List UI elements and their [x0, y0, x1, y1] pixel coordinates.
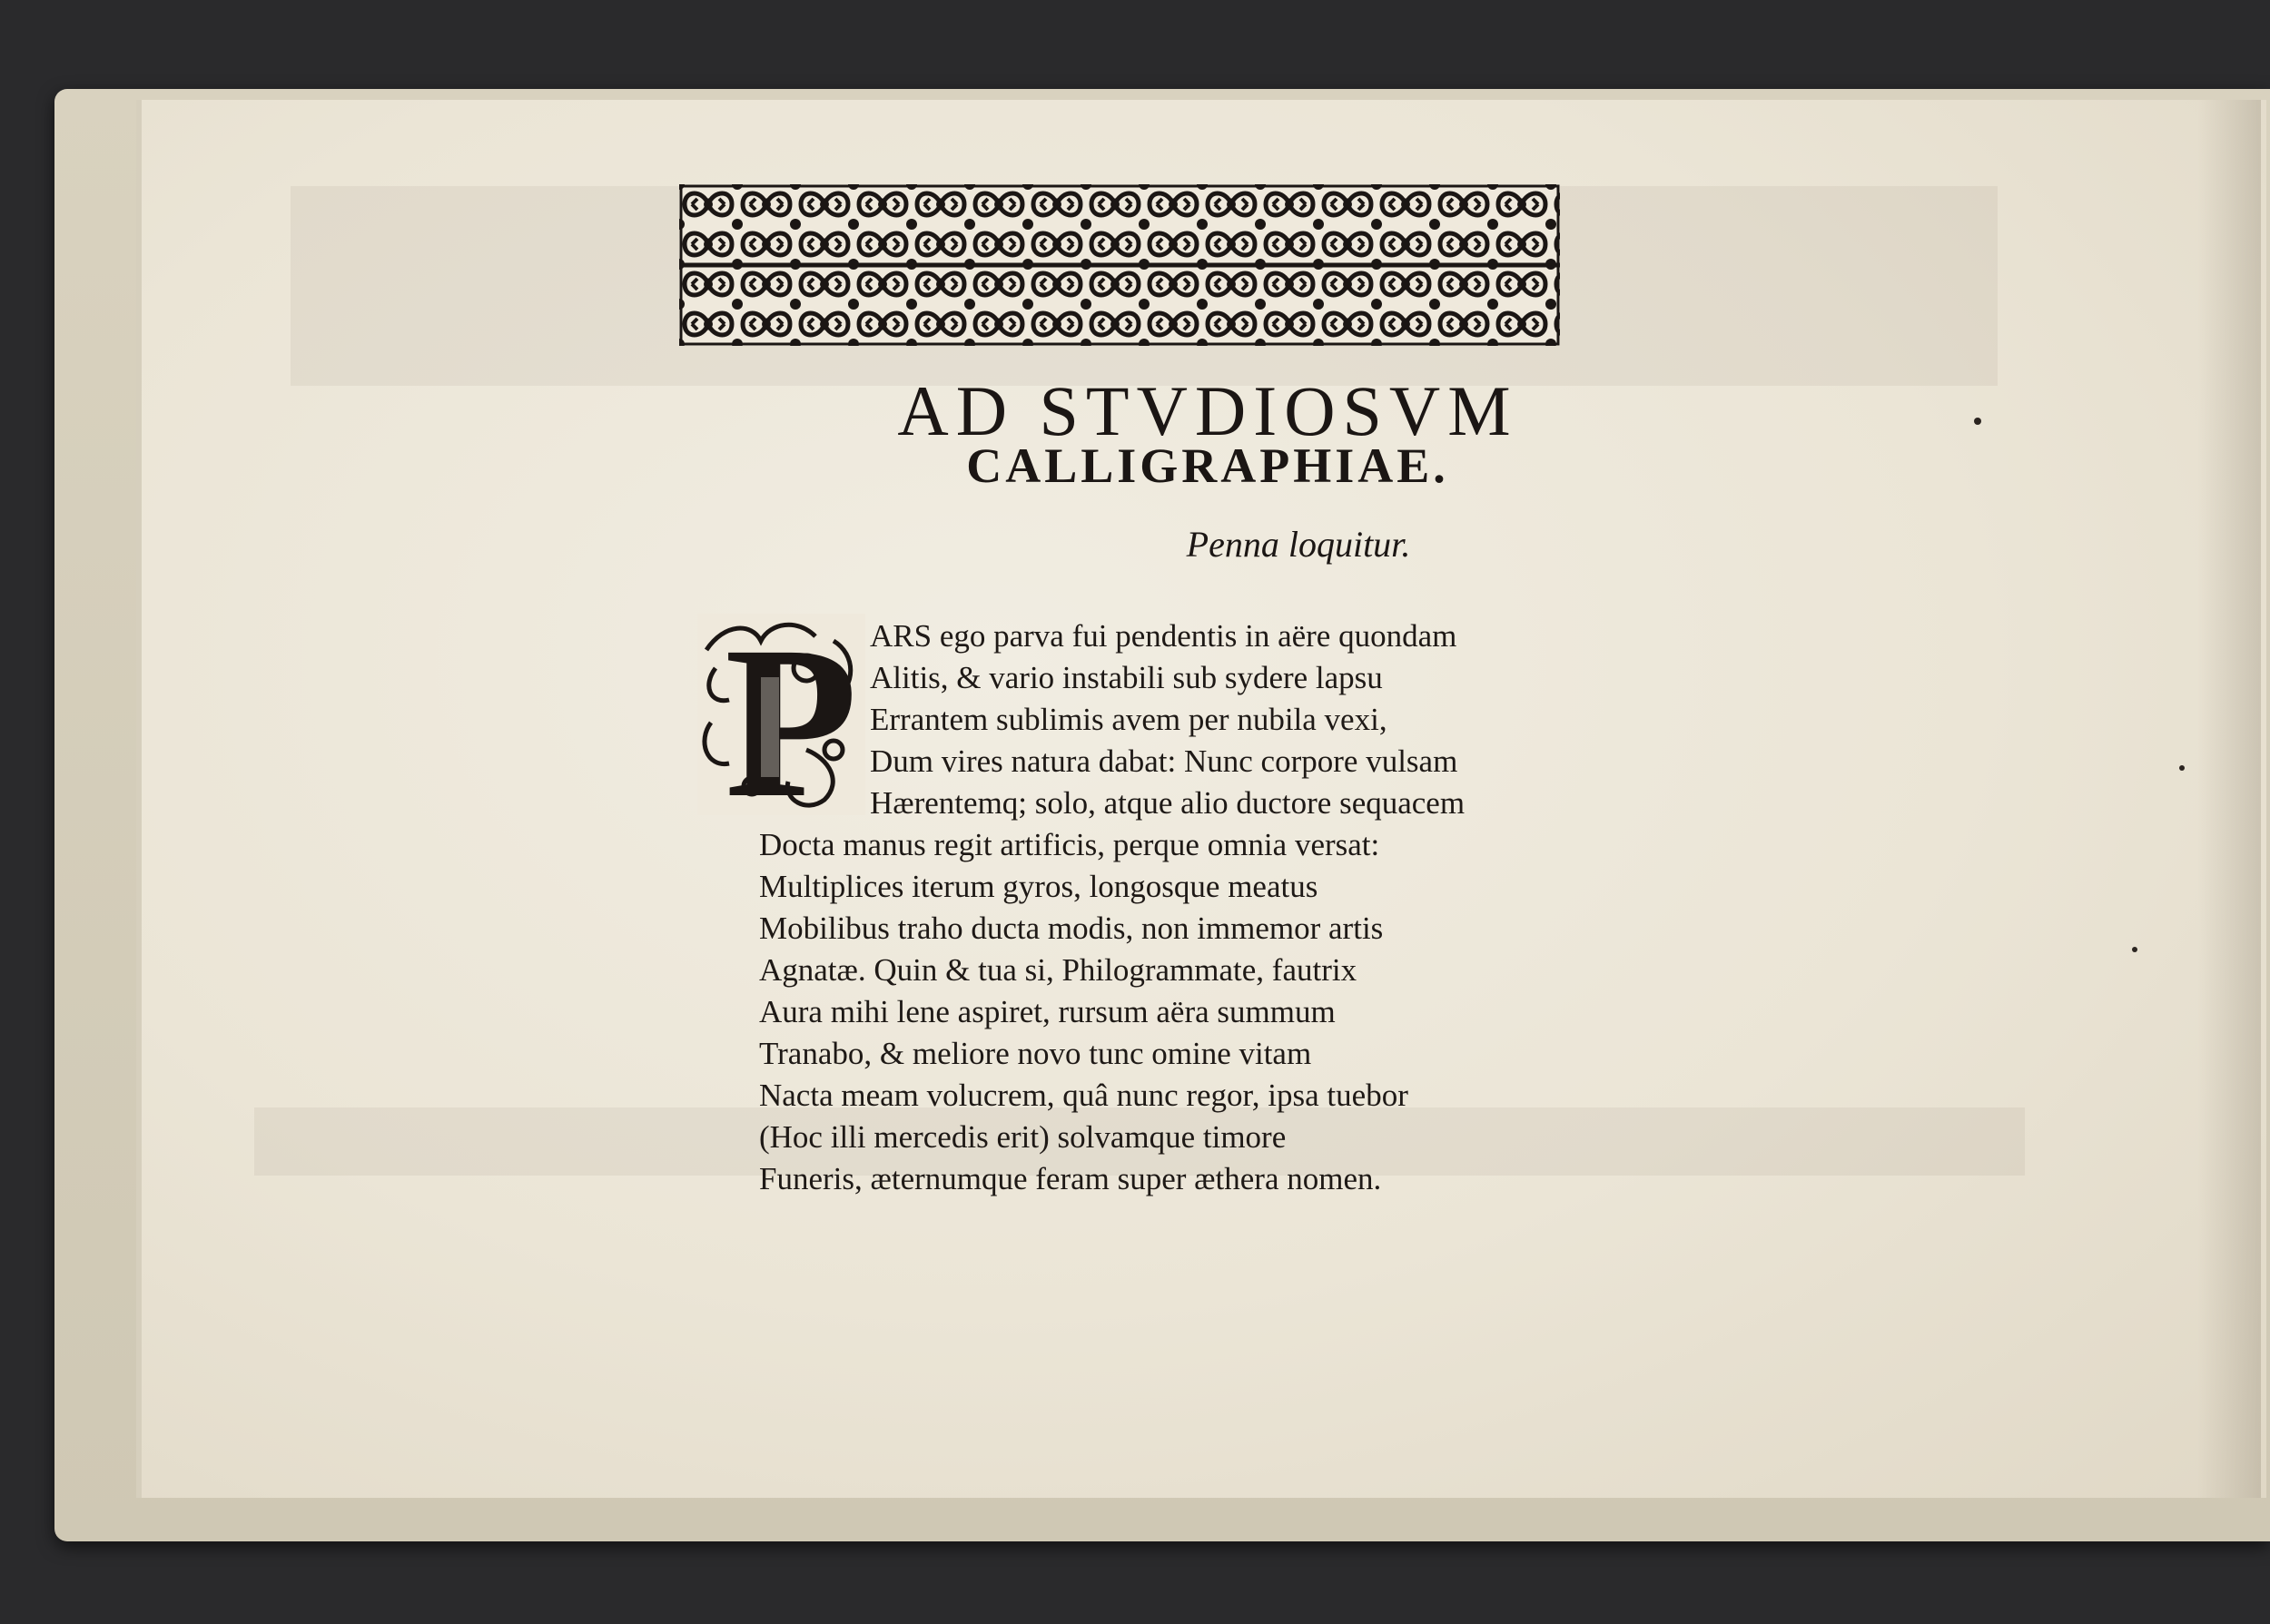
- poem-line-4: Dum vires natura dabat: Nunc corpore vulsam: [870, 743, 1458, 779]
- paper-speck: [2179, 765, 2185, 771]
- poem-line-3: Errantem sublimis avem per nubila vexi,: [870, 702, 1387, 737]
- page-edge-shadow: [2197, 100, 2261, 1498]
- subtitle: Penna loquitur.: [1186, 524, 1411, 565]
- poem-line-9: Agnatæ. Quin & tua si, Philogrammate, fautrix: [759, 952, 1357, 988]
- poem-line-10: Aura mihi lene aspiret, rursum aëra summum: [759, 994, 1336, 1029]
- initial-letter: P: [725, 614, 858, 815]
- poem-line-1: ARS ego parva fui pendentis in aëre quondam: [870, 618, 1457, 654]
- poem-line-6: Docta manus regit artificis, perque omnia versat:: [759, 827, 1380, 862]
- title-line-2: CALLIGRAPHIAE.: [966, 438, 1449, 493]
- poem-line-5: Hærentemq; solo, atque alio ductore sequacem: [870, 785, 1466, 821]
- ornament-band: [679, 184, 1560, 346]
- poem-line-11: Tranabo, & meliore novo tunc omine vitam: [759, 1036, 1312, 1071]
- poem-line-12: Nacta meam volucrem, quâ nunc regor, ipsa tuebor: [759, 1078, 1408, 1113]
- title-line-1: AD STVDIOSVM: [897, 371, 1518, 450]
- poem-line-2: Alitis, & vario instabili sub sydere lapsu: [870, 660, 1383, 695]
- decorated-initial-p: [697, 614, 865, 815]
- paper-speck: [1974, 418, 1981, 425]
- poem-line-7: Multiplices iterum gyros, longosque meatus: [759, 869, 1318, 904]
- poem-line-14: Funeris, æternumque feram super æthera nomen.: [759, 1161, 1382, 1196]
- paper-speck: [2132, 947, 2137, 952]
- poem-line-13: (Hoc illi mercedis erit) solvamque timore: [759, 1119, 1287, 1155]
- poem-line-8: Mobilibus traho ducta modis, non immemor artis: [759, 910, 1384, 946]
